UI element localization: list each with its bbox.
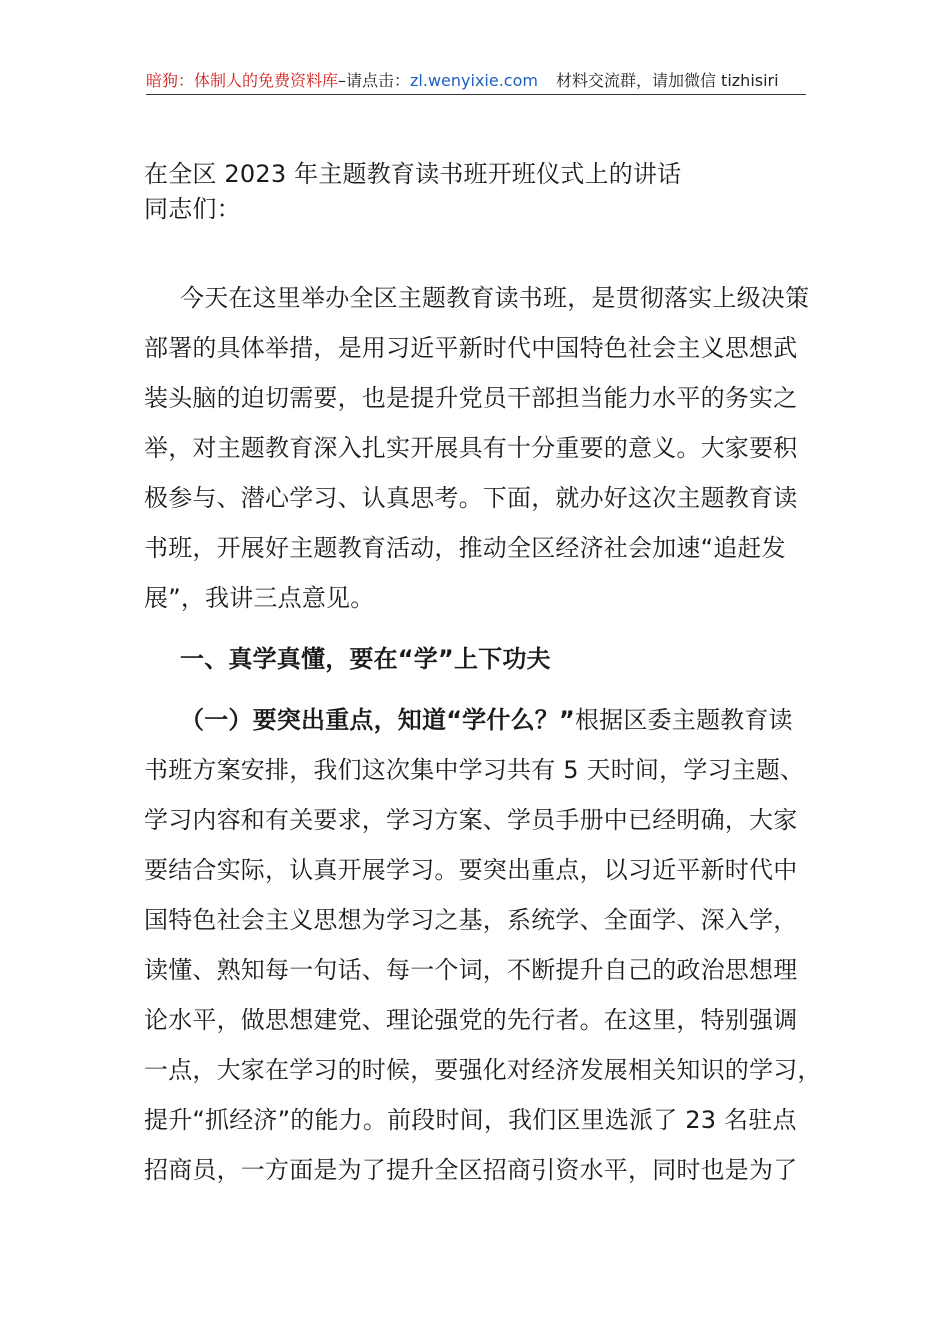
para1-line: 今天在这里举办全区主题教育读书班，是贯彻落实上级决策: [180, 284, 810, 312]
subsection-1-lead: [180, 704, 793, 736]
para2-line: 一点，大家在学习的时候，要强化对经济发展相关知识的学习，: [144, 1056, 822, 1084]
para2-line: 招商员，一方面是为了提升全区招商引资水平，同时也是为了: [144, 1156, 798, 1184]
para2-line: 提升“抓经济”的能力。前段时间，我们区里选派了 23 名驻点: [144, 1106, 797, 1134]
para2-line: 读懂、熟知每一句话、每一个词，不断提升自己的政治思想理: [144, 956, 798, 984]
header-wechat: 材料交流群，请加微信 tizhisiri: [555, 71, 779, 90]
doc-salutation: 同志们：: [144, 195, 241, 223]
para1-line: 举，对主题教育深入扎实开展具有十分重要的意义。大家要积: [144, 434, 798, 462]
para2-line: 要结合实际，认真开展学习。要突出重点，以习近平新时代中: [144, 856, 798, 884]
para2-line: 学习内容和有关要求，学习方案、学员手册中已经明确，大家: [144, 806, 798, 834]
header-url-link[interactable]: zl.wenyixie.com: [410, 71, 538, 90]
para2-line: 国特色社会主义思想为学习之基，系统学、全面学、深入学，: [144, 906, 798, 934]
para2-line: 论水平，做思想建党、理论强党的先行者。在这里，特别强调: [144, 1006, 798, 1034]
para1-line: 部署的具体举措，是用习近平新时代中国特色社会主义思想武: [144, 334, 798, 362]
para1-line: 极参与、潜心学习、认真思考。下面，就办好这次主题教育读: [144, 484, 798, 512]
subsection-1-heading: （一）要突出重点，知道“学什么？”: [180, 706, 575, 734]
para1-line: 书班，开展好主题教育活动，推动全区经济社会加速“追赶发: [144, 534, 786, 562]
page-header: [146, 68, 806, 95]
para1-line: 装头脑的迫切需要，也是提升党员干部担当能力水平的务实之: [144, 384, 798, 412]
para1-line: 展”，我讲三点意见。: [144, 584, 375, 612]
para2-line: 书班方案安排，我们这次集中学习共有 5 天时间，学习主题、: [144, 756, 805, 784]
header-click-prefix: –请点击：: [338, 71, 411, 90]
subsection-1-text: 根据区委主题教育读: [574, 706, 793, 734]
doc-title: 在全区 2023 年主题教育读书班开班仪式上的讲话: [144, 160, 682, 188]
section-heading-1: 一、真学真懂，要在“学”上下功夫: [180, 645, 551, 673]
header-brand: 暗狗：体制人的免费资料库: [146, 71, 339, 90]
